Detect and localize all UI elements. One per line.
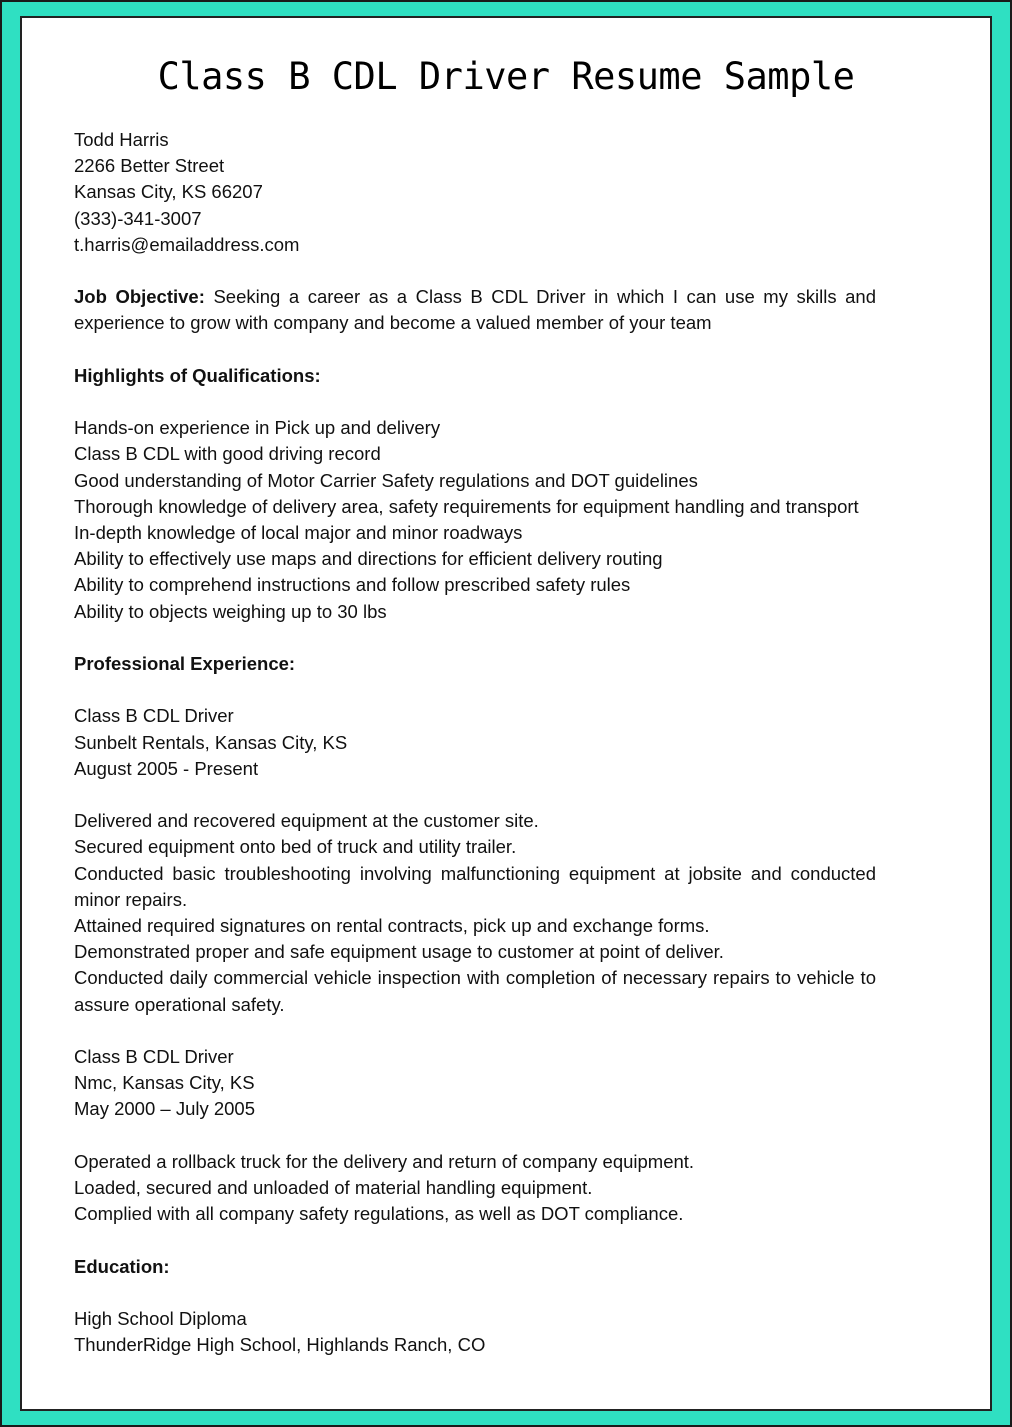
list-item: Thorough knowledge of delivery area, safety requirements for equipment handling and transport bbox=[74, 495, 859, 517]
job-company: Nmc, Kansas City, KS bbox=[74, 1072, 255, 1094]
objective-text: Seeking a career as a Class B CDL Driver in which I can use my skills and experience to grow with company and become a valued member of your team bbox=[74, 286, 877, 334]
contact-city-state-zip: Kansas City, KS 66207 bbox=[74, 181, 263, 203]
job-entry-2 bbox=[74, 1044, 876, 1227]
list-item: Ability to objects weighing up to 30 lbs bbox=[74, 600, 387, 622]
list-item: Hands-on experience in Pick up and delivery bbox=[74, 417, 441, 439]
spacer bbox=[74, 1018, 876, 1044]
job-duty: Conducted daily commercial vehicle inspection with completion of necessary repairs to vehicle to assure operational safety. bbox=[74, 967, 876, 1015]
list-item: Ability to effectively use maps and directions for efficient delivery routing bbox=[74, 548, 663, 570]
spacer bbox=[74, 1280, 876, 1306]
job-duty: Secured equipment onto bed of truck and utility trailer. bbox=[74, 836, 517, 858]
job-duty: Operated a rollback truck for the delivery and return of company equipment. bbox=[74, 1150, 695, 1172]
job-dates: August 2005 - Present bbox=[74, 757, 259, 779]
objective-label: Job Objective: bbox=[74, 286, 205, 308]
list-item: Class B CDL with good driving record bbox=[74, 443, 381, 465]
spacer bbox=[74, 258, 876, 284]
job-entry-1 bbox=[74, 703, 876, 1017]
list-item: Ability to comprehend instructions and follow prescribed safety rules bbox=[74, 574, 631, 596]
contact-block bbox=[74, 127, 876, 258]
job-duty: Attained required signatures on rental contracts, pick up and exchange forms. bbox=[74, 915, 710, 936]
education-heading: Education: bbox=[74, 1255, 170, 1277]
page-title: Class B CDL Driver Resume Sample bbox=[157, 55, 855, 98]
spacer bbox=[74, 337, 876, 363]
contact-phone: (333)-341-3007 bbox=[74, 207, 202, 229]
job-duty: Demonstrated proper and safe equipment usage to customer at point of deliver. bbox=[74, 941, 724, 963]
list-item: Good understanding of Motor Carrier Safety regulations and DOT guidelines bbox=[74, 469, 698, 491]
job-duty: Complied with all company safety regulations, as well as DOT compliance. bbox=[74, 1203, 684, 1225]
job-company: Sunbelt Rentals, Kansas City, KS bbox=[74, 731, 348, 753]
resume-body bbox=[74, 127, 876, 1358]
spacer bbox=[74, 625, 876, 651]
spacer bbox=[74, 1123, 876, 1149]
spacer bbox=[74, 782, 876, 808]
job-duty: Loaded, secured and unloaded of material handling equipment. bbox=[74, 1177, 593, 1198]
spacer bbox=[74, 389, 876, 415]
experience-heading: Professional Experience: bbox=[74, 653, 296, 674]
spacer bbox=[74, 677, 876, 703]
contact-street: 2266 Better Street bbox=[74, 155, 225, 177]
highlights-list bbox=[74, 415, 876, 625]
education-school: ThunderRidge High School, Highlands Ranch, CO bbox=[74, 1334, 486, 1356]
job-duty: Delivered and recovered equipment at the customer site. bbox=[74, 810, 539, 832]
education-degree: High School Diploma bbox=[74, 1307, 247, 1329]
list-item: In-depth knowledge of local major and minor roadways bbox=[74, 522, 523, 543]
contact-email-link[interactable]: t.harris@emailaddress.com bbox=[74, 233, 300, 255]
objective-paragraph bbox=[74, 284, 876, 336]
job-dates: May 2000 – July 2005 bbox=[74, 1098, 256, 1120]
job-title: Class B CDL Driver bbox=[74, 705, 234, 727]
contact-name: Todd Harris bbox=[74, 129, 169, 150]
job-duty: Conducted basic troubleshooting involving malfunctioning equipment at jobsite and conducted minor repairs. bbox=[74, 862, 876, 910]
highlights-heading: Highlights of Qualifications: bbox=[74, 364, 321, 386]
resume-page bbox=[20, 16, 992, 1411]
spacer bbox=[74, 1227, 876, 1253]
job-title: Class B CDL Driver bbox=[74, 1046, 234, 1067]
